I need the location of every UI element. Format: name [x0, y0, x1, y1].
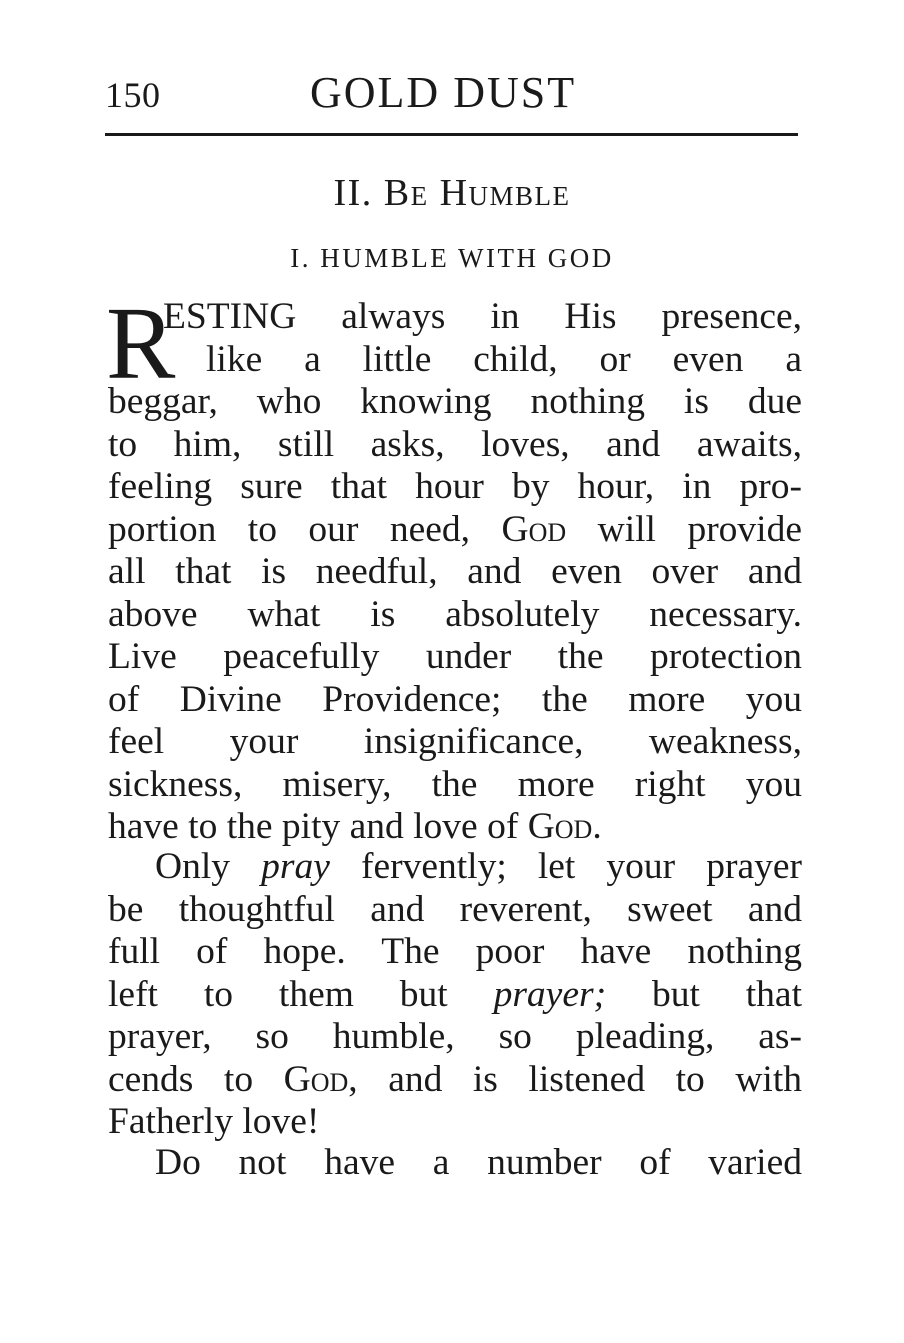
- text-line: to him, still asks, loves, and awaits,: [108, 423, 802, 465]
- text-line: of Divine Providence; the more you: [108, 678, 802, 720]
- text-line: Only pray fervently; let your prayer: [155, 846, 803, 887]
- header-rule: [105, 133, 798, 136]
- text-line: be thoughtful and reverent, sweet and: [108, 888, 802, 930]
- drop-cap: R: [106, 286, 176, 401]
- running-title: GOLD DUST: [310, 68, 577, 117]
- paragraph-3: [108, 1142, 802, 1185]
- text-line: cends to God, and is listened to with: [108, 1058, 802, 1100]
- text-line: Live peacefully under the protection: [108, 636, 802, 677]
- text-line: have to the pity and love of God.: [108, 806, 602, 847]
- section-title: II. Be Humble: [333, 172, 571, 214]
- text-line: left to them but prayer; but that: [108, 973, 802, 1015]
- text-line: like a little child, or even a: [206, 338, 802, 380]
- text-line: beggar, who knowing nothing is due: [108, 381, 802, 422]
- text-line: above what is absolutely necessary.: [108, 593, 802, 635]
- text-line: full of hope. The poor have nothing: [108, 931, 802, 972]
- text-line: prayer, so humble, so pleading, as-: [108, 1016, 802, 1057]
- text-line: Fatherly love!: [108, 1101, 320, 1142]
- page-number: 150: [105, 75, 161, 115]
- paragraph-2: [108, 846, 802, 1144]
- text-line: feel your insignificance, weakness,: [108, 721, 802, 762]
- text-line: feeling sure that hour by hour, in pro-: [108, 466, 802, 507]
- text-line: Do not have a number of varied: [155, 1142, 802, 1183]
- text-line: ESTING always in His presence,: [163, 296, 802, 337]
- paragraph-1: [108, 296, 802, 849]
- text-line: portion to our need, God will provide: [108, 508, 802, 550]
- subsection-title: I. HUMBLE WITH GOD: [290, 243, 614, 273]
- text-line: all that is needful, and even over and: [108, 551, 802, 592]
- text-line: sickness, misery, the more right you: [108, 763, 802, 805]
